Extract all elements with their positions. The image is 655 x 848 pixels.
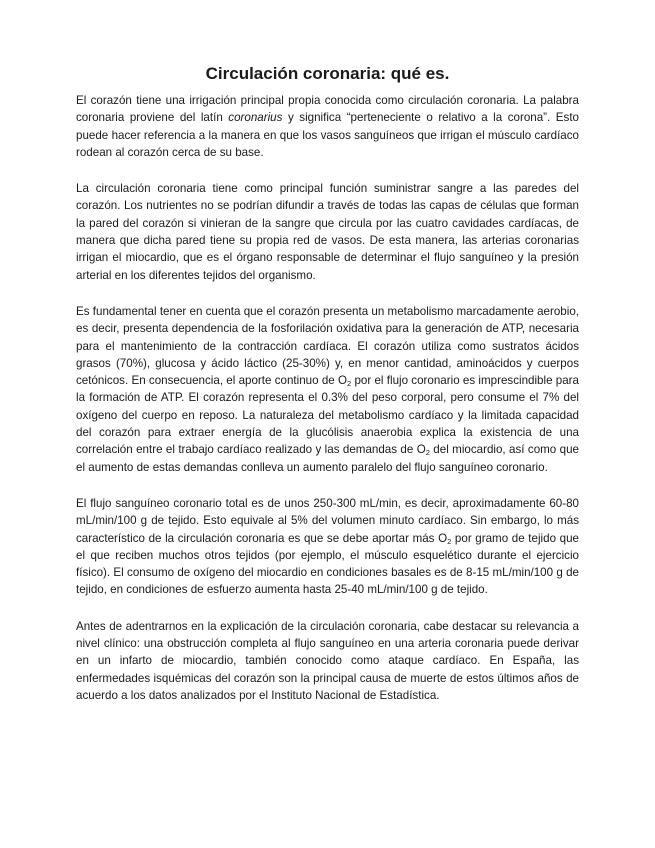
paragraph-1-text-c: y significa “perteneciente o relativo a la corona”. Esto puede hacer referencia a la manera en que los vasos sanguíneos que irrigan el músculo cardíaco rodean al corazón cerca de su base. xyxy=(76,111,579,159)
document-title: Circulación coronaria: qué es. xyxy=(205,64,450,83)
paragraph-3 xyxy=(76,303,579,476)
paragraph-4-text-b: por gramo de tejido que el que reciben muchos otros tejidos (por ejemplo, el músculo esquelético durante el ejercicio físico). El consumo de oxígeno del miocardio en condiciones basales es de 8-15 mL/min/100 g de tejido, en condiciones de esfuerzo aumenta hasta 25-40 mL/min/100 g de tejido. xyxy=(76,531,579,597)
paragraph-3-subscript-1: 2 xyxy=(347,379,352,389)
paragraph-1 xyxy=(76,92,579,161)
paragraph-3-text-b: por el flujo coronario es imprescindible para la formación de ATP. El corazón representa el 0.3% del peso corporal, pero consume el 7% del oxígeno del cuerpo en reposo. La naturaleza del metabolismo cardíaco y la limitada capacidad del corazón para extraer energía de la glucólisis anaerobia explica la existencia de una correlación entre el trabajo cardíaco realizado y las demandas de O xyxy=(76,374,579,457)
paragraph-3-text-c: del miocardio, así como que el aumento de estas demandas conlleva un aumento paralelo del flujo sanguíneo coronario. xyxy=(76,443,579,474)
paragraph-3-subscript-2: 2 xyxy=(425,448,430,458)
document-page xyxy=(76,64,579,723)
paragraph-4 xyxy=(76,495,579,599)
paragraph-1-italic-term: coronarius xyxy=(228,111,283,125)
paragraph-1-text-a: El corazón tiene una irrigación principal propia conocida como circulación coronaria. La palabra coronaria proviene del latín xyxy=(76,94,579,125)
paragraph-5: Antes de adentrarnos en la explicación de la circulación coronaria, cabe destacar su relevancia a nivel clínico: una obstrucción completa al flujo sanguíneo en una arteria coronaria puede derivar en un infarto de miocardio, también conocido como ataque cardíaco. En España, las enfermedades isquémicas del corazón son la principal causa de muerte de estos últimos años de acuerdo a los datos analizados por el Instituto Nacional de Estadística. xyxy=(76,619,579,702)
paragraph-2: La circulación coronaria tiene como principal función suministrar sangre a las paredes del corazón. Los nutrientes no se podrían difundir a través de todas las capas de células que forman la pared del corazón si vinieran de la sangre que circula por las cuatro cavidades cardíacas, de manera que dicha pared tiene su propia red de vasos. De esta manera, las arterias coronarias irrigan el miocardio, que es el órgano responsable de determinar el flujo sanguíneo y la presión arterial en los diferentes tejidos del organismo. xyxy=(76,182,579,282)
paragraph-3-text-a: Es fundamental tener en cuenta que el corazón presenta un metabolismo marcadamente aerobio, es decir, presenta dependencia de la fosforilación oxidativa para la generación de ATP, necesaria para el mantenimiento de la contracción cardíaca. El corazón utiliza como sustratos ácidos grasos (70%), glucosa y ácido láctico (25-30%) y, en menor cantidad, aminoácidos y cuerpos cetónicos. En consecuencia, el aporte continuo de O xyxy=(76,304,579,388)
paragraph-4-text-a: El flujo sanguíneo coronario total es de unos 250-300 mL/min, es decir, aproximadamente 60-80 mL/min/100 g de tejido. Esto equivale al 5% del volumen minuto cardíaco. Sin embargo, lo más característico de la circulación coronaria es que se debe aportar más O xyxy=(76,496,579,545)
paragraph-4-subscript-1: 2 xyxy=(447,536,452,546)
